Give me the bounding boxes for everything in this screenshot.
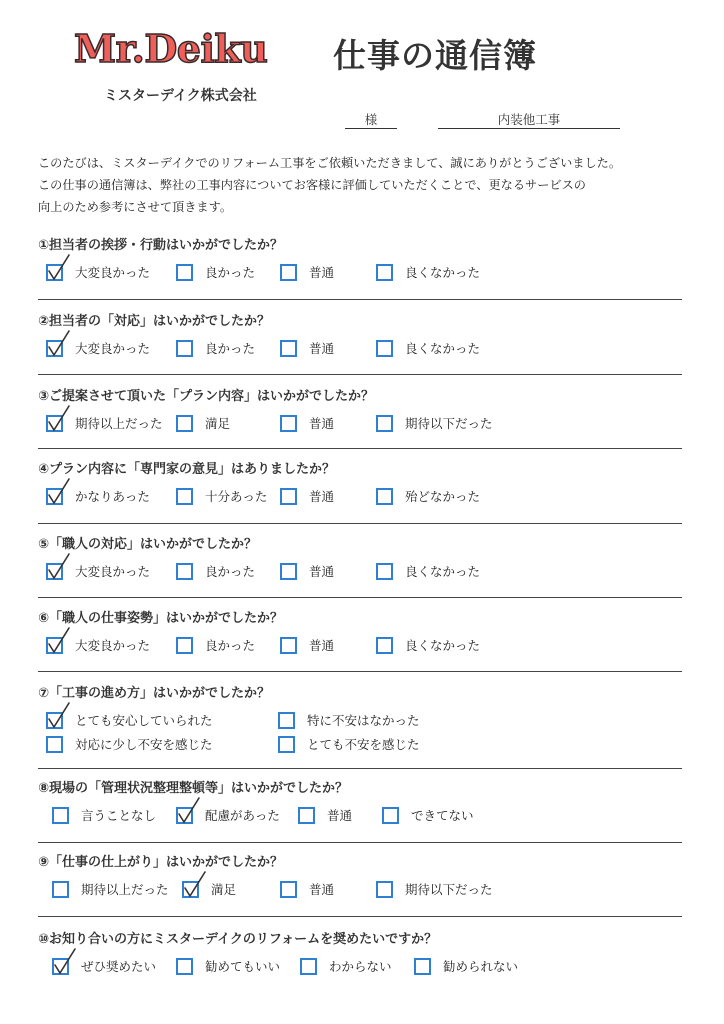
checkbox[interactable] bbox=[376, 415, 393, 432]
answer-option[interactable] bbox=[176, 956, 280, 976]
answer-label: 大変良かった bbox=[75, 564, 151, 579]
check-mark-icon bbox=[45, 626, 71, 656]
answer-option[interactable] bbox=[176, 338, 255, 358]
document-title: 仕事の通信簿 bbox=[333, 36, 537, 75]
checked-checkbox[interactable] bbox=[52, 958, 69, 975]
answer-label: 良くなかった bbox=[405, 638, 481, 653]
question-6 bbox=[38, 609, 688, 659]
checkbox[interactable] bbox=[52, 807, 69, 824]
checked-checkbox[interactable] bbox=[46, 712, 63, 729]
answer-label: 期待以上だった bbox=[81, 882, 169, 897]
question-3 bbox=[38, 387, 688, 437]
check-mark-icon bbox=[45, 701, 71, 731]
checkbox[interactable] bbox=[176, 958, 193, 975]
question-title: ⑦「工事の進め方」はいかがでしたか？ bbox=[38, 686, 271, 701]
answer-options bbox=[38, 635, 688, 659]
answer-label: 良くなかった bbox=[405, 564, 481, 579]
answer-option[interactable] bbox=[414, 956, 518, 976]
answer-option[interactable] bbox=[52, 805, 156, 825]
section-divider bbox=[38, 374, 682, 375]
answer-label: 満足 bbox=[205, 416, 231, 431]
section-divider bbox=[38, 299, 682, 300]
answer-options bbox=[38, 413, 688, 437]
checkbox[interactable] bbox=[280, 488, 297, 505]
checkbox[interactable] bbox=[176, 415, 193, 432]
answer-option[interactable] bbox=[376, 635, 480, 655]
question-8 bbox=[38, 779, 688, 829]
answer-label: 十分あった bbox=[205, 489, 268, 504]
checked-checkbox[interactable] bbox=[46, 340, 63, 357]
answer-label: 普通 bbox=[309, 341, 335, 356]
checkbox[interactable] bbox=[280, 340, 297, 357]
answer-label: 勧められない bbox=[443, 959, 519, 974]
answer-label: 配慮があった bbox=[205, 808, 280, 823]
checkbox[interactable] bbox=[176, 264, 193, 281]
question-7 bbox=[38, 684, 688, 758]
answer-label: 普通 bbox=[309, 489, 335, 504]
answer-options bbox=[38, 262, 688, 286]
answer-options bbox=[38, 879, 688, 903]
check-mark-icon bbox=[45, 404, 71, 434]
answer-option[interactable] bbox=[298, 805, 352, 825]
question-5 bbox=[38, 535, 688, 585]
answer-label: 特に不安はなかった bbox=[307, 713, 420, 728]
answer-label: 良かった bbox=[205, 638, 256, 653]
section-divider bbox=[38, 842, 682, 843]
answer-label: 普通 bbox=[309, 882, 335, 897]
checked-checkbox[interactable] bbox=[46, 488, 63, 505]
question-title: ③ご提案させて頂いた「プラン内容」はいかがでしたか？ bbox=[38, 389, 375, 404]
checkbox[interactable] bbox=[300, 958, 317, 975]
answer-option[interactable] bbox=[46, 486, 150, 506]
checkbox[interactable] bbox=[280, 415, 297, 432]
answer-option[interactable] bbox=[278, 734, 420, 754]
answer-label: 普通 bbox=[309, 416, 335, 431]
answer-label: 期待以下だった bbox=[405, 416, 493, 431]
answer-label: 大変良かった bbox=[75, 265, 151, 280]
company-logo: Mr.Deiku bbox=[74, 26, 268, 71]
answer-label: 殆どなかった bbox=[405, 489, 481, 504]
answer-option[interactable] bbox=[46, 413, 163, 433]
checkbox[interactable] bbox=[46, 736, 63, 753]
question-2 bbox=[38, 312, 688, 362]
answer-label: 大変良かった bbox=[75, 638, 151, 653]
answer-options bbox=[38, 561, 688, 585]
checkbox[interactable] bbox=[414, 958, 431, 975]
answer-option[interactable] bbox=[300, 956, 392, 976]
question-title: ⑩お知り合いの方にミスターデイクのリフォームを奨めたいですか？ bbox=[38, 932, 438, 947]
checkbox[interactable] bbox=[280, 563, 297, 580]
answer-options bbox=[38, 805, 688, 829]
checkbox[interactable] bbox=[376, 488, 393, 505]
answer-options bbox=[38, 710, 688, 758]
section-divider bbox=[38, 597, 682, 598]
answer-label: できてない bbox=[411, 808, 474, 823]
question-title: ⑨「仕事の仕上がり」はいかがでしたか？ bbox=[38, 855, 284, 870]
answer-option[interactable] bbox=[46, 338, 150, 358]
answer-option[interactable] bbox=[46, 710, 213, 730]
answer-label: ぜひ奨めたい bbox=[81, 959, 157, 974]
answer-option[interactable] bbox=[176, 413, 230, 433]
question-10 bbox=[38, 930, 688, 980]
answer-option[interactable] bbox=[280, 413, 334, 433]
answer-option[interactable] bbox=[46, 635, 150, 655]
answer-label: 良かった bbox=[205, 564, 256, 579]
answer-option[interactable] bbox=[376, 486, 480, 506]
answer-option[interactable] bbox=[280, 338, 334, 358]
question-title: ⑤「職人の対応」はいかがでしたか？ bbox=[38, 537, 258, 552]
answer-label: とても不安を感じた bbox=[307, 737, 420, 752]
checkbox[interactable] bbox=[280, 881, 297, 898]
checkbox[interactable] bbox=[280, 637, 297, 654]
checkbox[interactable] bbox=[278, 736, 295, 753]
check-mark-icon bbox=[51, 947, 77, 977]
checkbox[interactable] bbox=[376, 563, 393, 580]
intro-line: この仕事の通信簿は、弊社の工事内容についてお客様に評価していただくことで、更なるサービスの bbox=[38, 178, 586, 192]
answer-option[interactable] bbox=[52, 879, 169, 899]
answer-option[interactable] bbox=[176, 262, 255, 282]
answer-option[interactable] bbox=[176, 486, 267, 506]
section-divider bbox=[38, 768, 682, 769]
answer-label: とても安心していられた bbox=[75, 713, 213, 728]
section-divider bbox=[38, 671, 682, 672]
question-title: ④プラン内容に「専門家の意見」はありましたか？ bbox=[38, 462, 336, 477]
checkbox[interactable] bbox=[278, 712, 295, 729]
question-4 bbox=[38, 460, 688, 510]
section-divider bbox=[38, 523, 682, 524]
answer-option[interactable] bbox=[176, 635, 255, 655]
checkbox[interactable] bbox=[298, 807, 315, 824]
answer-option[interactable] bbox=[46, 734, 213, 754]
answer-label: 言うことなし bbox=[81, 808, 157, 823]
intro-line: このたびは、ミスターデイクでのリフォーム工事をご依頼いただきまして、誠にありがとうございました。 bbox=[38, 156, 622, 170]
checkbox[interactable] bbox=[176, 488, 193, 505]
answer-label: 良かった bbox=[205, 265, 256, 280]
check-mark-icon bbox=[45, 552, 71, 582]
answer-label: 普通 bbox=[309, 564, 335, 579]
checked-checkbox[interactable] bbox=[46, 563, 63, 580]
answer-options bbox=[38, 486, 688, 510]
answer-label: 大変良かった bbox=[75, 341, 151, 356]
section-divider bbox=[38, 448, 682, 449]
answer-option[interactable] bbox=[376, 262, 480, 282]
checkbox[interactable] bbox=[176, 637, 193, 654]
answer-option[interactable] bbox=[376, 413, 493, 433]
checkbox[interactable] bbox=[176, 563, 193, 580]
answer-label: かなりあった bbox=[75, 489, 150, 504]
answer-options bbox=[38, 956, 688, 980]
answer-label: 期待以下だった bbox=[405, 882, 493, 897]
answer-label: 良くなかった bbox=[405, 265, 481, 280]
question-1 bbox=[38, 236, 688, 286]
checked-checkbox[interactable] bbox=[182, 881, 199, 898]
checked-checkbox[interactable] bbox=[46, 637, 63, 654]
check-mark-icon bbox=[45, 477, 71, 507]
answer-option[interactable] bbox=[176, 805, 280, 825]
answer-label: 普通 bbox=[327, 808, 353, 823]
checkbox[interactable] bbox=[376, 264, 393, 281]
answer-label: 良かった bbox=[205, 341, 256, 356]
answer-label: 期待以上だった bbox=[75, 416, 163, 431]
answer-option[interactable] bbox=[46, 262, 150, 282]
checkbox[interactable] bbox=[376, 637, 393, 654]
answer-label: 勧めてもいい bbox=[205, 959, 281, 974]
check-mark-icon bbox=[181, 870, 207, 900]
checked-checkbox[interactable] bbox=[46, 264, 63, 281]
answer-option[interactable] bbox=[376, 561, 480, 581]
checkbox[interactable] bbox=[280, 264, 297, 281]
answer-option[interactable] bbox=[52, 956, 156, 976]
answer-label: 対応に少し不安を感じた bbox=[75, 737, 213, 752]
answer-option[interactable] bbox=[176, 561, 255, 581]
question-title: ⑧現場の「管理状況整理整頓等」はいかがでしたか？ bbox=[38, 781, 349, 796]
checkbox[interactable] bbox=[176, 340, 193, 357]
check-mark-icon bbox=[45, 329, 71, 359]
check-mark-icon bbox=[175, 796, 201, 826]
answer-options bbox=[38, 338, 688, 362]
answer-option[interactable] bbox=[280, 262, 334, 282]
checkbox[interactable] bbox=[52, 881, 69, 898]
question-title: ②担当者の「対応」はいかがでしたか？ bbox=[38, 314, 271, 329]
answer-option[interactable] bbox=[280, 486, 334, 506]
company-name: ミスターデイク株式会社 bbox=[104, 88, 257, 104]
checkbox[interactable] bbox=[376, 340, 393, 357]
checked-checkbox[interactable] bbox=[46, 415, 63, 432]
answer-label: 普通 bbox=[309, 265, 335, 280]
check-mark-icon bbox=[45, 253, 71, 283]
answer-label: 満足 bbox=[211, 882, 237, 897]
checkbox[interactable] bbox=[376, 881, 393, 898]
answer-label: 普通 bbox=[309, 638, 335, 653]
section-divider bbox=[38, 916, 682, 917]
work-type-field: 内装他工事 bbox=[438, 110, 620, 129]
question-title: ①担当者の挨拶・行動はいかがでしたか？ bbox=[38, 238, 284, 253]
checkbox[interactable] bbox=[382, 807, 399, 824]
answer-option[interactable] bbox=[382, 805, 474, 825]
intro-line: 向上のため参考にさせて頂きます。 bbox=[38, 200, 233, 214]
customer-name-field: 様 bbox=[345, 110, 397, 129]
answer-option[interactable] bbox=[280, 879, 334, 899]
answer-option[interactable] bbox=[46, 561, 150, 581]
checked-checkbox[interactable] bbox=[176, 807, 193, 824]
answer-option[interactable] bbox=[376, 879, 493, 899]
answer-option[interactable] bbox=[376, 338, 480, 358]
answer-label: わからない bbox=[329, 959, 392, 974]
answer-option[interactable] bbox=[280, 635, 334, 655]
question-title: ⑥「職人の仕事姿勢」はいかがでしたか？ bbox=[38, 611, 284, 626]
answer-option[interactable] bbox=[280, 561, 334, 581]
answer-option[interactable] bbox=[278, 710, 420, 730]
question-9 bbox=[38, 853, 688, 903]
intro-text bbox=[38, 152, 698, 218]
answer-label: 良くなかった bbox=[405, 341, 481, 356]
answer-option[interactable] bbox=[182, 879, 236, 899]
